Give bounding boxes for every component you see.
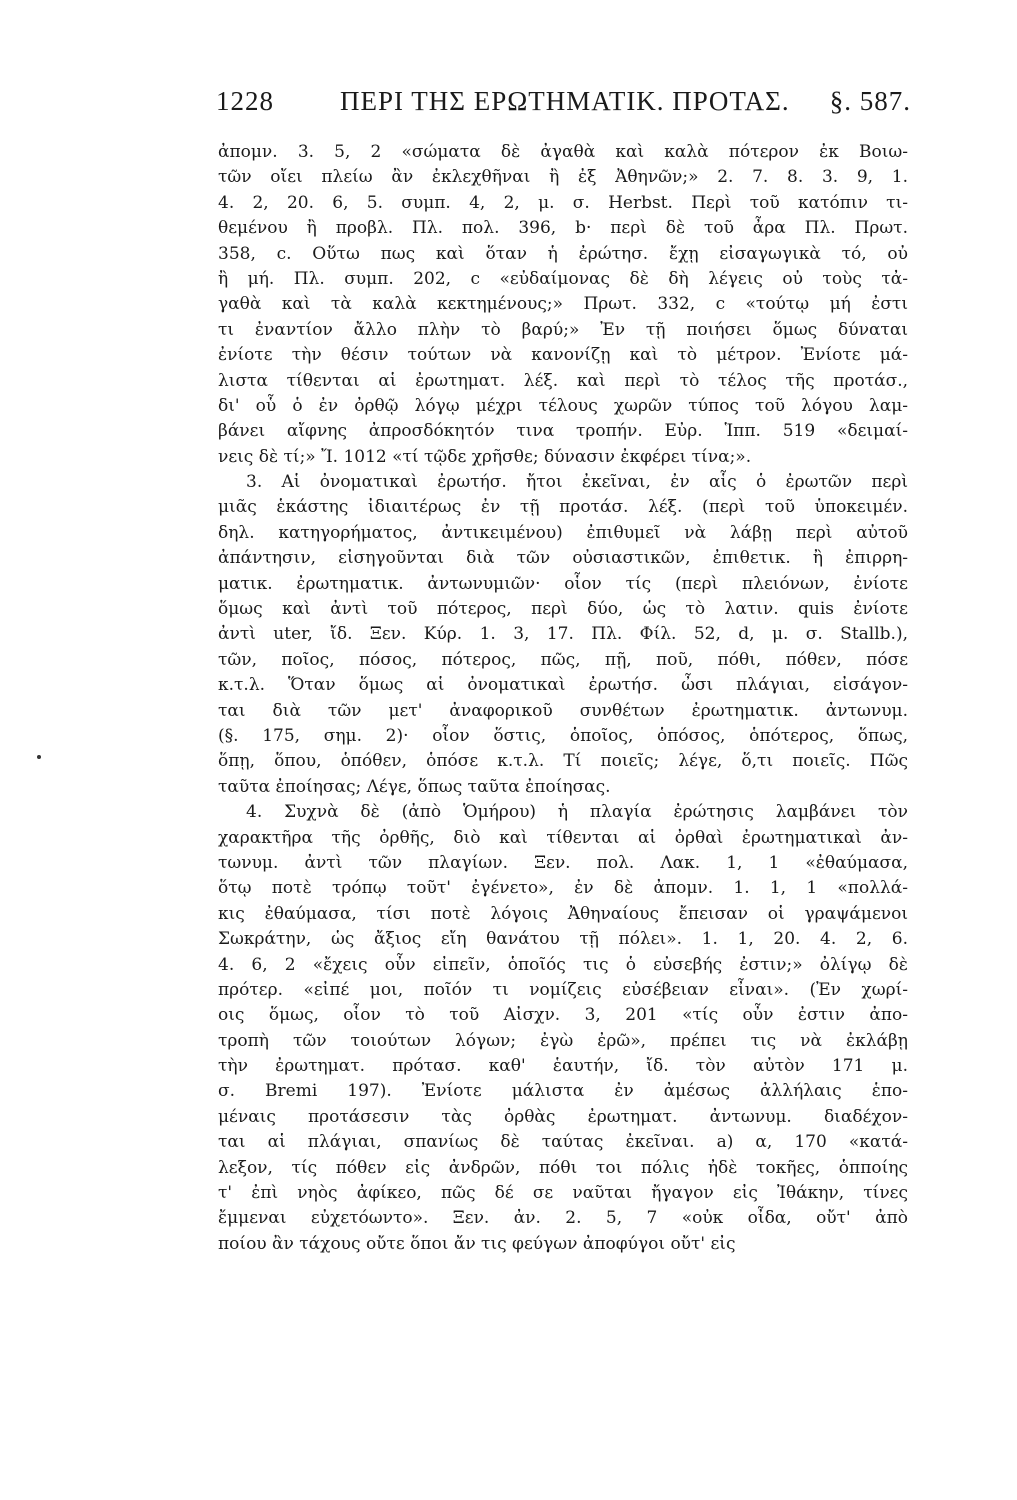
text-line: κις ἐθαύμασα, τίσι ποτὲ λόγοις Ἀθηναίους ἔπεισαν οἱ γραψάμενοι [218,903,908,924]
text-line: θεμένου ἢ προβλ. Πλ. πολ. 396, b· περὶ δὲ τοῦ ἆρα Πλ. Πρωτ. [218,218,908,239]
text-line: δι' οὗ ὁ ἐν ὀρθῷ λόγῳ μέχρι τέλους χωρῶν τύπος τοῦ λόγου λαμ- [218,395,908,416]
text-line: ὅμως καὶ ἀντὶ τοῦ πότερος, περὶ δύο, ὡς τὸ λατιν. quis ἐνίοτε [218,599,908,620]
text-line: τροπὴ τῶν τοιούτων λόγων; ἐγὼ ἐρῶ», πρέπει τις νὰ ἐκλάβῃ [218,1030,908,1051]
text-line: ὅτῳ ποτὲ τρόπῳ τοῦτ' ἐγένετο», ἐν δὲ ἀπομν. 1. 1, 1 «πολλά- [218,878,908,899]
text-line: δηλ. κατηγορήματος, ἀντικειμένου) ἐπιθυμεῖ νὰ λάβῃ περὶ αὐτοῦ [218,522,908,543]
text-line: κ.τ.λ. Ὅταν ὅμως αἱ ὀνοματικαὶ ἐρωτήσ. ὦσι πλάγιαι, εἰσάγον- [218,675,908,696]
margin-speck [37,755,41,759]
text-line: γαθὰ καὶ τὰ καλὰ κεκτημένους;» Πρωτ. 332, c «τούτῳ μή ἐστι [218,294,908,315]
text-body [218,140,908,1257]
text-line: χαρακτῆρα τῆς ὀρθῆς, διὸ καὶ τίθενται αἱ ὀρθαὶ ἐρωτηματικαὶ ἀν- [218,827,908,848]
text-line: πρότερ. «εἰπέ μοι, ποῖόν τι νομίζεις εὐσέβειαν εἶναι». (Ἐν χωρί- [218,979,908,1000]
text-line: τῶν οἴει πλείω ἂν ἐκλεχθῆναι ἢ ἐξ Ἀθηνῶν;» 2. 7. 8. 3. 9, 1. [218,167,908,188]
text-line: ται αἱ πλάγιαι, σπανίως δὲ ταύτας ἐκεῖναι. a) α, 170 «κατά- [218,1132,908,1153]
text-line: τ' ἐπὶ νηὸς ἀφίκεο, πῶς δέ σε ναῦται ἤγαγον εἰς Ἰθάκην, τίνες [218,1183,908,1204]
text-line: τωνυμ. ἀντὶ τῶν πλαγίων. Ξεν. πολ. Λακ. 1, 1 «ἐθαύμασα, [218,852,908,873]
text-line: οις ὅμως, οἷον τὸ τοῦ Αἰσχν. 3, 201 «τίς οὖν ἐστιν ἀπο- [218,1005,908,1026]
text-line: μέναις προτάσεσιν τὰς ὀρθὰς ἐρωτηματ. ἀντωνυμ. διαδέχον- [218,1106,908,1127]
text-line: ἀντὶ uter, ἴδ. Ξεν. Κύρ. 1. 3, 17. Πλ. Φίλ. 52, d, μ. σ. Stallb.), [218,624,908,645]
text-line: ἔμμεναι εὐχετόωντο». Ξεν. ἀν. 2. 5, 7 «οὐκ οἶδα, οὔτ' ἀπὸ [218,1208,908,1229]
text-line: ἐνίοτε τὴν θέσιν τούτων νὰ κανονίζῃ καὶ τὸ μέτρον. Ἐνίοτε μά- [218,345,908,366]
page-number: 1228 [216,86,274,116]
text-line: ἀπομν. 3. 5, 2 «σώματα δὲ ἀγαθὰ καὶ καλὰ πότερον ἐκ Βοιω- [218,142,908,162]
text-line: μιᾶς ἑκάστης ἰδιαιτέρως ἐν τῇ προτάσ. λέξ. (περὶ τοῦ ὑποκειμέν. [218,497,908,518]
text-line: ἀπάντησιν, εἰσηγοῦνται διὰ τῶν οὐσιαστικῶν, ἐπιθετικ. ἢ ἐπιρρη- [218,548,908,569]
text-line: νεις δὲ τί;» Ἴ. 1012 «τί τῷδε χρῆσθε; δύνασιν ἐκφέρει τίνα;». [218,446,752,467]
text-line: τι ἐναντίον ἄλλο πλὴν τὸ βαρύ;» Ἐν τῇ ποιήσει ὅμως δύναται [218,319,908,340]
text-line: τῶν, ποῖος, πόσος, πότερος, πῶς, πῇ, ποῦ, πόθι, πόθεν, πόσε [218,649,908,670]
text-line: ματικ. ἐρωτηματικ. ἀντωνυμιῶν· οἷον τίς (περὶ πλειόνων, ἐνίοτε [218,573,908,594]
text-line: Σωκράτην, ὡς ἄξιος εἴη θανάτου τῇ πόλει». 1. 1, 20. 4. 2, 6. [218,929,908,950]
running-header [216,86,911,126]
text-line: 4. 2, 20. 6, 5. συμπ. 4, 2, μ. σ. Herbst. Περὶ τοῦ κατόπιν τι- [218,192,908,213]
text-line: ὅπῃ, ὅπου, ὁπόθεν, ὁπόσε κ.τ.λ. Τί ποιεῖς; λέγε, ὅ,τι ποιεῖς. Πῶς [218,751,908,772]
section-number: §. 587. [829,86,911,116]
text-line: βάνει αἴφνης ἀπροσδόκητόν τινα τροπήν. Εὐρ. Ἱππ. 519 «δειμαί- [218,421,908,442]
text-line: ἢ μή. Πλ. συμπ. 202, c «εὐδαίμονας δὲ δὴ λέγεις οὐ τοὺς τἀ- [218,268,908,289]
running-title: ΠΕΡΙ ΤΗΣ ΕΡΩΤΗΜΑΤΙΚ. ΠΡΟΤΑΣ. [340,86,790,116]
text-line: 358, c. Οὕτω πως καὶ ὅταν ἡ ἐρώτησ. ἔχῃ εἰσαγωγικὰ τό, οὐ [218,243,908,264]
text-line: λιστα τίθενται αἱ ἐρωτηματ. λέξ. καὶ περὶ τὸ τέλος τῆς προτάσ., [218,370,908,391]
text-line: (§. 175, σημ. 2)· οἷον ὅστις, ὁποῖος, ὁπόσος, ὁπότερος, ὅπως, [218,725,908,746]
text-line: ται διὰ τῶν μετ' ἀναφορικοῦ συνθέτων ἐρωτηματικ. ἀντωνυμ. [218,700,908,721]
text-line: 4. Συχνὰ δὲ (ἀπὸ Ὁμήρου) ἡ πλαγία ἐρώτησις λαμβάνει τὸν [246,802,908,823]
text-line: ποίου ἂν τάχους οὔτε ὅποι ἄν τις φεύγων ἀποφύγοι οὔτ' εἰς [218,1233,736,1254]
text-line: ταῦτα ἐποίησας; Λέγε, ὅπως ταῦτα ἐποίησας. [218,776,611,797]
text-line: 3. Αἱ ὀνοματικαὶ ἐρωτήσ. ἤτοι ἐκεῖναι, ἐν αἷς ὁ ἐρωτῶν περὶ [246,472,908,493]
text-line: 4. 6, 2 «ἔχεις οὖν εἰπεῖν, ὁποῖός τις ὁ εὐσεβής ἐστιν;» ὀλίγῳ δὲ [218,954,908,975]
text-line: τὴν ἐρωτηματ. πρότασ. καθ' ἑαυτήν, ἴδ. τὸν αὐτὸν 171 μ. [218,1056,908,1077]
text-line: λεξον, τίς πόθεν εἰς ἀνδρῶν, πόθι τοι πόλις ἠδὲ τοκῆες, ὁπποίης [218,1157,908,1178]
text-line: σ. Bremi 197). Ἐνίοτε μάλιστα ἐν ἀμέσως ἀλλήλαις ἑπο- [218,1081,908,1102]
